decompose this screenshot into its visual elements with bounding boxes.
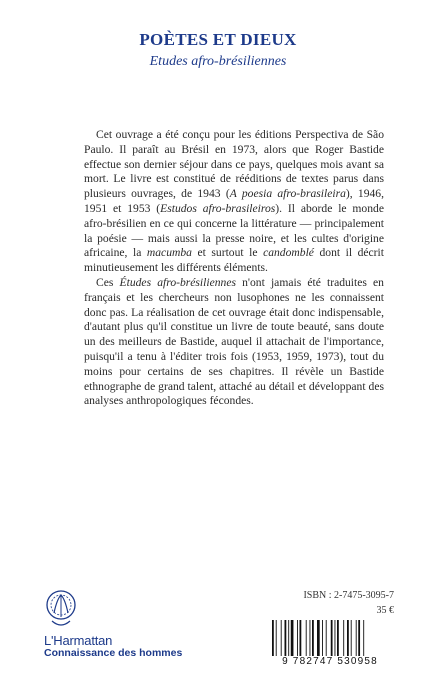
- barcode-icon: [270, 620, 390, 656]
- blurb-text: [84, 128, 384, 409]
- publisher-name: L'Harmattan: [44, 633, 113, 648]
- blurb-paragraph-1: Cet ouvrage a été conçu pour les éditions Perspectiva de São Paulo. Il paraît au Brésil en 1973, alors que Roger Bastide effectue son dernier séjour dans ce pays, quelques mois avant sa mort. Le livre est constitué de rééditions de textes parus dans plusieurs ouvrages, de 1943 (A poesia afro-brasileira), 1946, 1951 et 1953 (Estudos afro-brasileiros). Il aborde le monde afro-brésilien en ce qui concerne la littérature — principalement la poésie — mais aussi la presse noire, et les cultes d'origine africaine, la macumba et surtout le candomblé dont il décrit minutieusement les différents éléments.: [84, 128, 385, 275]
- barcode-bar: [347, 620, 349, 656]
- barcode-bar: [281, 620, 282, 656]
- barcode-bar: [335, 620, 336, 656]
- barcode-bar: [322, 620, 323, 656]
- barcode-bar: [331, 620, 333, 656]
- harmattan-logo-icon: [44, 589, 78, 633]
- barcode-bar: [300, 620, 302, 656]
- blurb-paragraph-2: Ces Études afro-brésiliennes n'ont jamais été traduites en français et les chercheurs non lusophones ne les connaissent donc pas. La réalisation de cet ouvrage était donc indispensable, d'autant plus qu'il constitue un livre de toute beauté, sans doute un des meilleurs de Bastide, auquel il attachait de l'importance, puisqu'il a tenu à l'éditer trois fois (1953, 1959, 1973), tout du moins pour certains de ses chapitres. Il révèle un Bastide ethnographe de grand talent, attaché au détail et développant des analyses anthropologiques fécondes.: [84, 275, 384, 408]
- barcode-bar: [312, 620, 314, 656]
- barcode-bar: [288, 620, 289, 656]
- barcode-bar: [326, 620, 327, 656]
- barcode-bar: [285, 620, 287, 656]
- barcode-bar: [317, 620, 320, 656]
- barcode-bar: [343, 620, 344, 656]
- barcode-bar: [358, 620, 360, 656]
- barcode-bar: [297, 620, 298, 656]
- barcode-bar: [363, 620, 364, 656]
- barcode-bar: [310, 620, 311, 656]
- barcode-bar: [351, 620, 352, 656]
- book-title: POÈTES ET DIEUX: [139, 30, 297, 49]
- book-subtitle: Etudes afro-brésiliennes: [149, 54, 287, 69]
- barcode-bar: [356, 620, 357, 656]
- price-label: 35 €: [376, 605, 394, 616]
- barcode-bar: [276, 620, 277, 656]
- isbn-number: ISBN : 2-7475-3095-7: [303, 590, 394, 601]
- collection-name: Connaissance des hommes: [44, 647, 183, 659]
- barcode-bar: [272, 620, 274, 656]
- barcode-bar: [337, 620, 339, 656]
- barcode-bar: [291, 620, 294, 656]
- barcode-bar: [306, 620, 307, 656]
- barcode: [262, 620, 398, 668]
- barcode-digits: 9 782747 530958: [282, 656, 378, 667]
